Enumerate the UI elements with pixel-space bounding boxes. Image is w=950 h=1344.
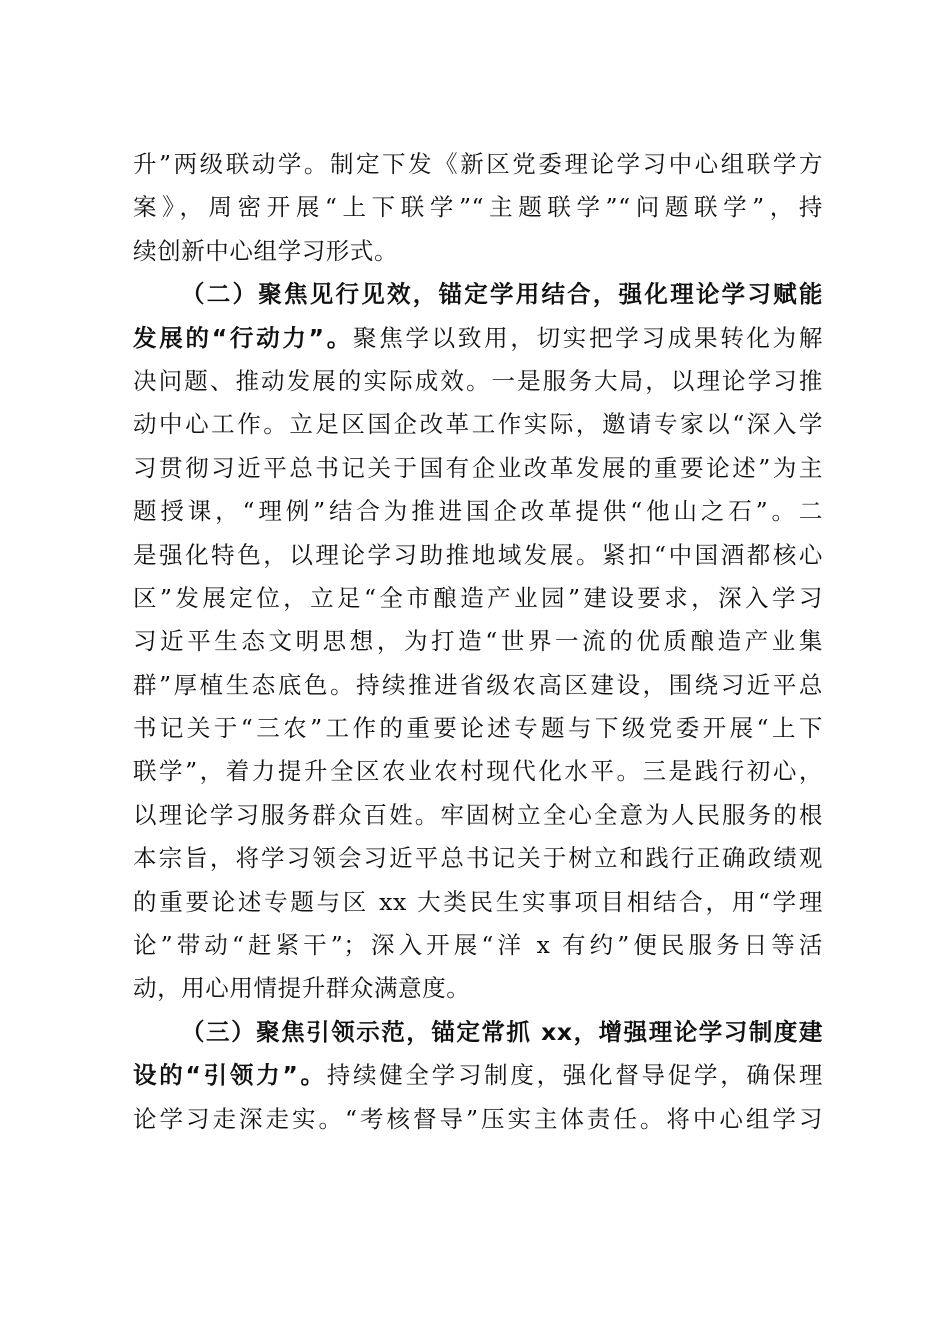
text-line: 的重要论述专题与区 xx 大类民生实事项目相结合，用“学理 bbox=[133, 887, 823, 916]
text-run: 聚焦学以致用，切实把学习成果转化为解 bbox=[352, 323, 823, 352]
text-line: 习贯彻习近平总书记关于国有企业改革发展的重要论述”为主 bbox=[133, 453, 823, 482]
text-line: 论”带动“赶紧干”；深入开展“洋 x 有约”便民服务日等活 bbox=[133, 931, 823, 960]
text-line bbox=[133, 317, 823, 360]
section-heading-3-continued: 设的“引领力”。 bbox=[133, 1061, 327, 1090]
text-line: 区”发展定位，立足“全市酿造产业园”建设要求，深入学习 bbox=[133, 583, 823, 612]
document-body bbox=[133, 143, 823, 1141]
text-line: 动中心工作。立足区国企改革工作实际，邀请专家以“深入学 bbox=[133, 410, 823, 439]
text-line: 群”厚植生态底色。持续推进省级农高区建设，围绕习近平总 bbox=[133, 670, 823, 699]
text-line: 本宗旨，将学习领会习近平总书记关于树立和践行正确政绩观 bbox=[133, 844, 823, 873]
text-line: 决问题、推动发展的实际成效。一是服务大局，以理论学习推 bbox=[133, 366, 823, 395]
text-line: 题授课，“理例”结合为推进国企改革提供“他山之石”。二 bbox=[133, 497, 823, 526]
text-line bbox=[133, 1054, 823, 1097]
text-line: 续创新中心组学习形式。 bbox=[133, 236, 399, 265]
text-line: 升”两级联动学。制定下发《新区党委理论学习中心组联学方 bbox=[133, 150, 823, 178]
text-line: 是强化特色，以理论学习助推地域发展。紧扣“中国酒都核心 bbox=[133, 540, 823, 569]
section-heading-2: （二）聚焦见行见效，锚定学用结合，强化理论学习赋能 bbox=[181, 280, 823, 309]
text-line: 书记关于“三农”工作的重要论述专题与下级党委开展“上下 bbox=[133, 714, 823, 743]
text-line: 以理论学习服务群众百姓。牢固树立全心全意为人民服务的根 bbox=[133, 800, 823, 829]
text-line: 论学习走深走实。“考核督导”压实主体责任。将中心组学习 bbox=[133, 1104, 823, 1133]
text-run: 持续健全学习制度，强化督导促学，确保理 bbox=[326, 1061, 823, 1090]
text-line: 动，用心用情提升群众满意度。 bbox=[133, 974, 471, 1003]
text-line: 习近平生态文明思想，为打造“世界一流的优质酿造产业集 bbox=[133, 627, 823, 656]
text-line: 联学”，着力提升全区农业农村现代化水平。三是践行初心， bbox=[133, 757, 823, 786]
section-heading-2-continued: 发展的“行动力”。 bbox=[133, 323, 353, 352]
section-heading-3: （三）聚焦引领示范，锚定常抓 xx，增强理论学习制度建 bbox=[181, 1017, 823, 1046]
text-line: 案》，周密开展“上下联学”“主题联学”“问题联学”，持 bbox=[133, 193, 823, 222]
